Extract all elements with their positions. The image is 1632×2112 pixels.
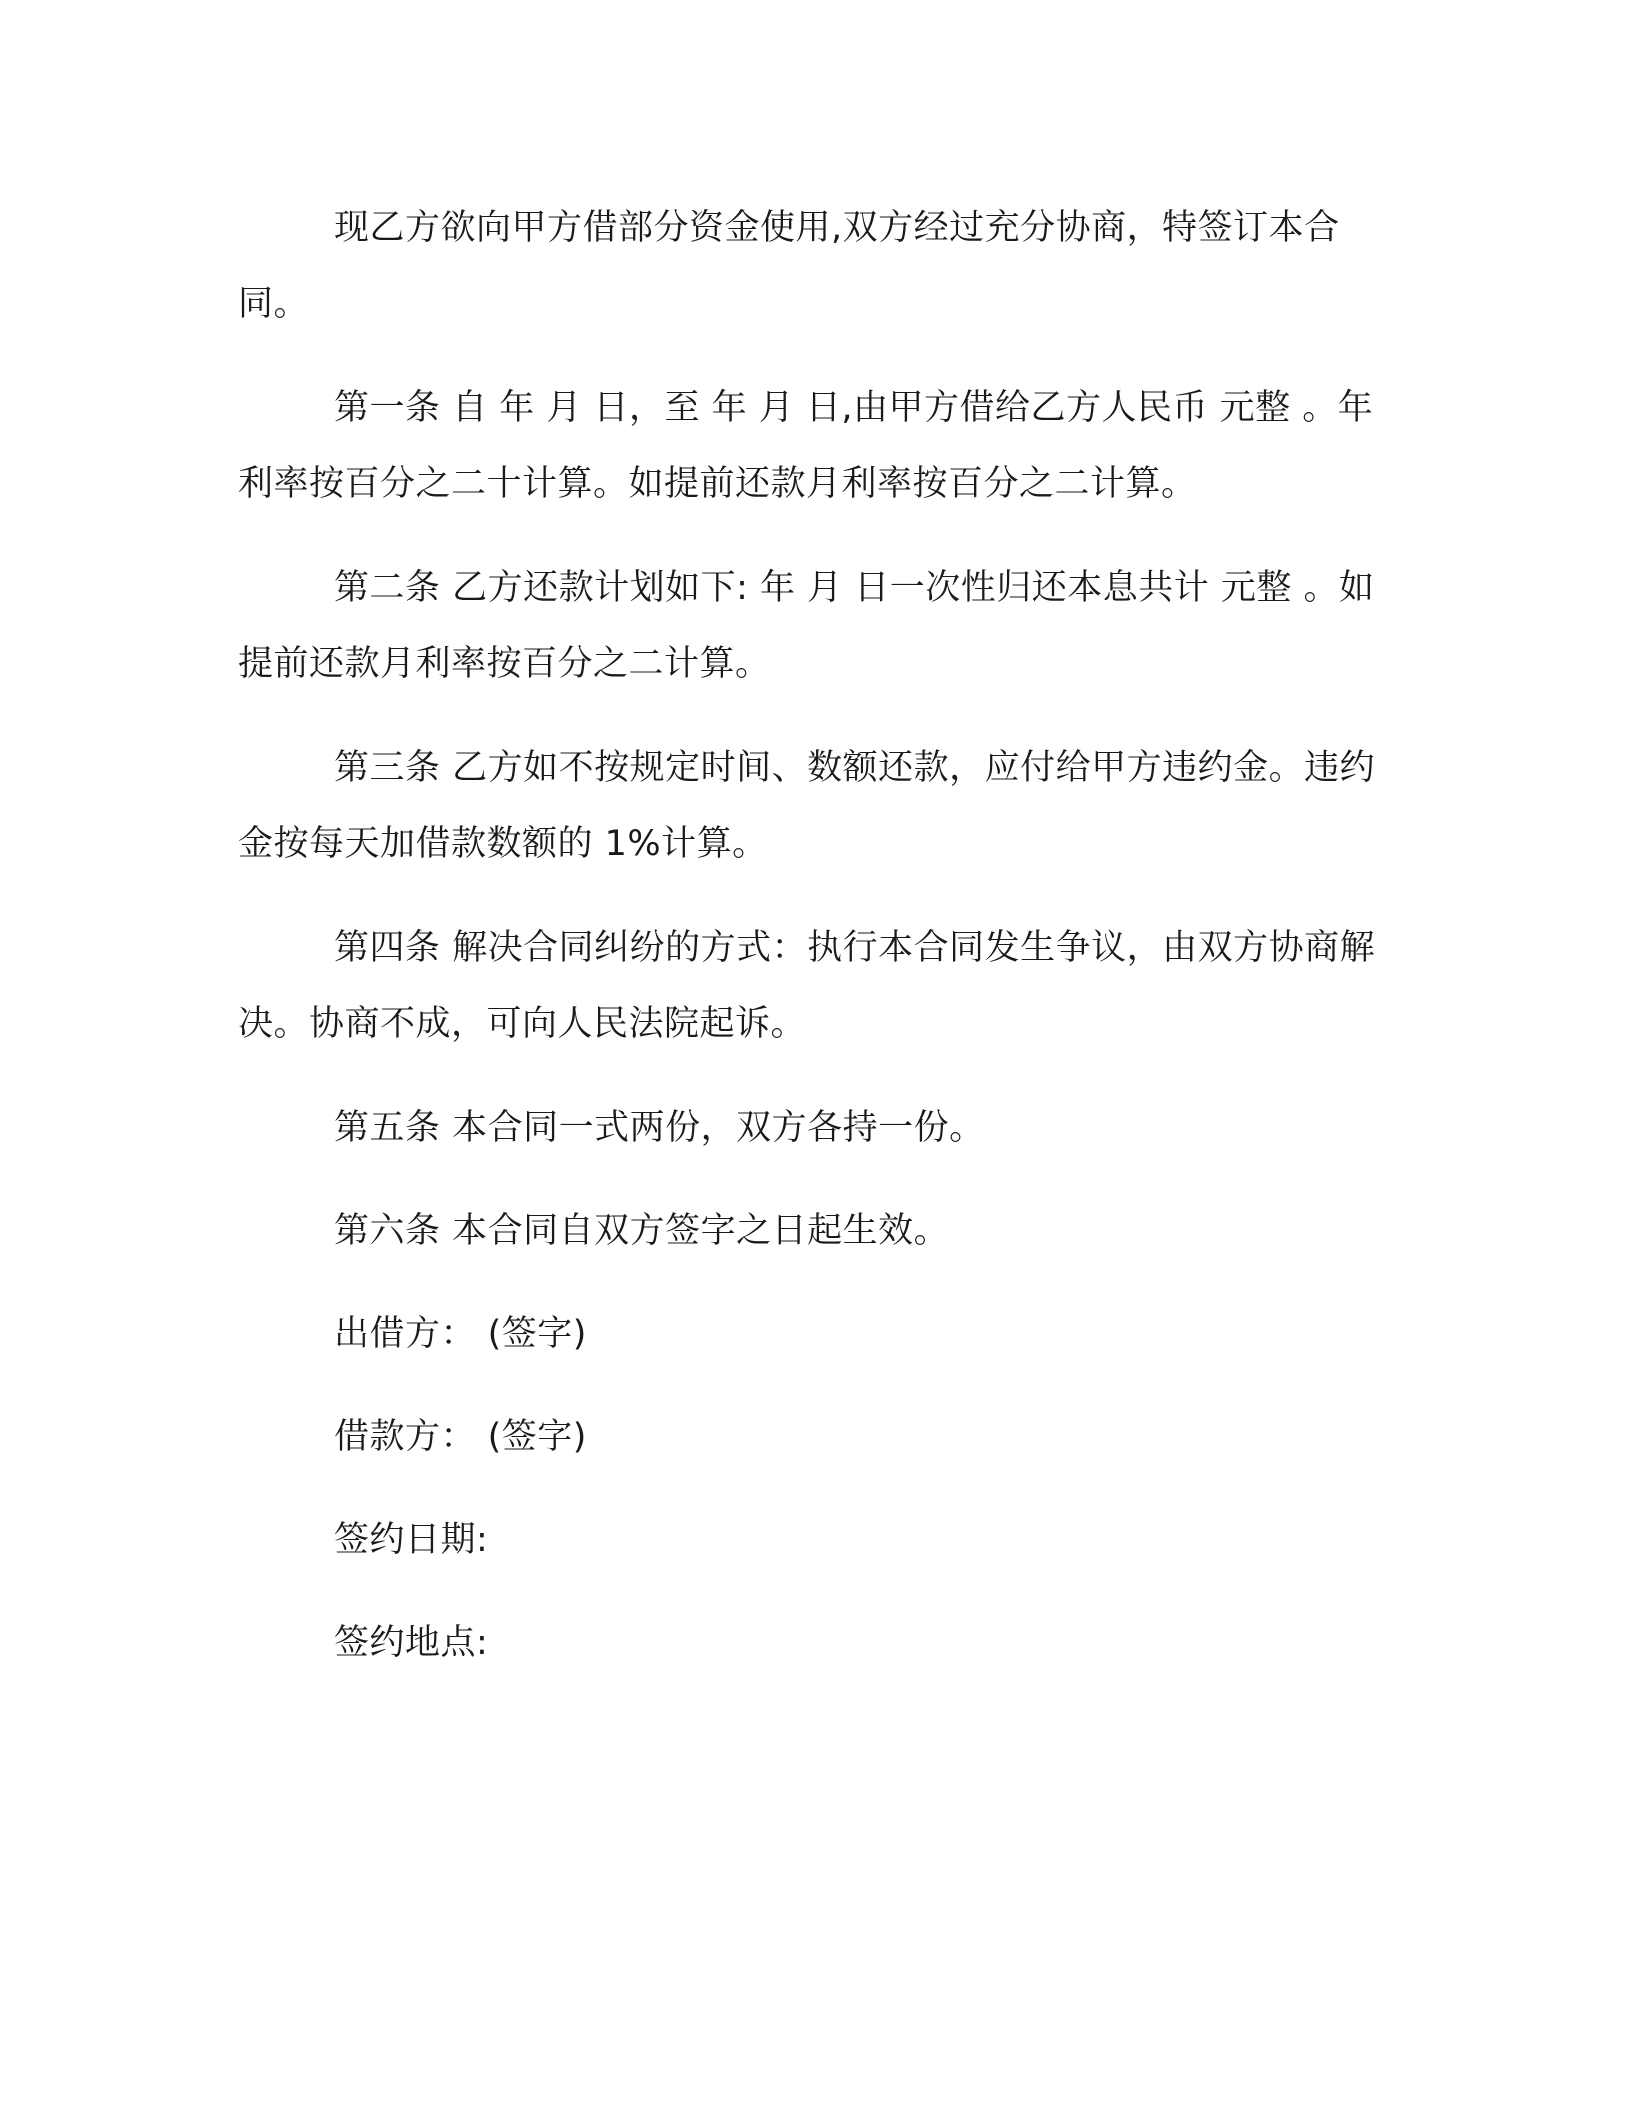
article-5-paragraph: 第五条 本合同一式两份，双方各持一份。 — [334, 1108, 985, 1148]
signing-place-line: 签约地点: — [334, 1623, 489, 1663]
intro-paragraph: 现乙方欲向甲方借部分资金使用,双方经过充分协商，特签订本合同。 — [238, 208, 1340, 324]
borrower-signature-line: 借款方： (签字) — [334, 1417, 587, 1457]
signing-date-line: 签约日期: — [334, 1520, 489, 1560]
article-1-paragraph: 第一条 自 年 月 日，至 年 月 日,由甲方借给乙方人民币 元整 。年利率按百分之二十计算。如提前还款月利率按百分之二计算。 — [238, 388, 1374, 504]
article-3-paragraph: 第三条 乙方如不按规定时间、数额还款，应付给甲方违约金。违约金按每天加借款数额的 1%计算。 — [238, 748, 1376, 864]
lender-signature-line: 出借方： (签字) — [334, 1314, 587, 1354]
contract-body — [238, 190, 1388, 1708]
article-4-paragraph: 第四条 解决合同纠纷的方式：执行本合同发生争议，由双方协商解决。协商不成，可向人民法院起诉。 — [238, 928, 1376, 1044]
article-2-paragraph: 第二条 乙方还款计划如下: 年 月 日一次性归还本息共计 元整 。如提前还款月利率按百分之二计算。 — [238, 568, 1375, 684]
article-6-paragraph: 第六条 本合同自双方签字之日起生效。 — [334, 1211, 950, 1251]
